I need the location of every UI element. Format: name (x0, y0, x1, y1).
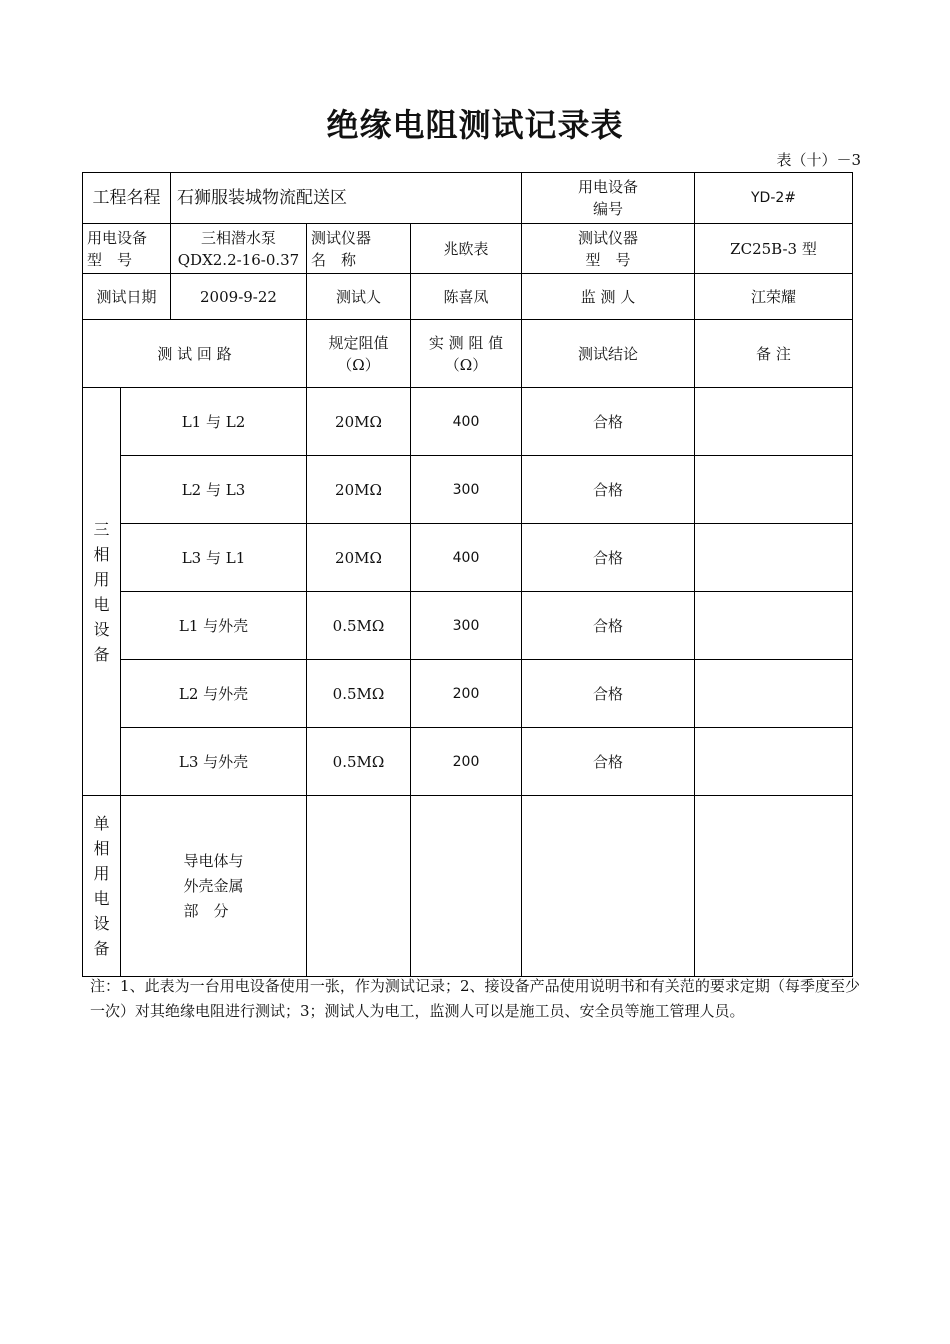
instr-model-label (522, 224, 695, 274)
tester-label: 测试人 (307, 274, 411, 320)
single-phase-char: 备 (93, 939, 110, 958)
col-spec-line1: 规定阻值 (328, 333, 389, 352)
row-spec: 20MΩ (307, 456, 411, 524)
record-table (82, 172, 853, 977)
row-measured: 400 (411, 388, 522, 456)
date-label: 测试日期 (83, 274, 171, 320)
row-result: 合格 (522, 660, 695, 728)
row-spec: 20MΩ (307, 524, 411, 592)
footnote: 注：1、此表为一台用电设备使用一张，作为测试记录；2、接设备产品使用说明书和有关范的要求定期（每季度至少一次）对其绝缘电阻进行测试；3；测试人为电工，监测人可以是施工员、安全员等施工管理人员。 (90, 977, 860, 1020)
row-measured: 300 (411, 592, 522, 660)
single-phase-circuit (121, 796, 307, 977)
table-row (83, 660, 853, 728)
table-row (83, 592, 853, 660)
three-phase-char: 设 (93, 619, 110, 639)
single-phase-circuit-line3: 部 分 (183, 901, 229, 920)
project-value: 石狮服装城物流配送区 (171, 173, 522, 224)
row-remark (695, 660, 853, 728)
single-phase-char: 用 (93, 864, 110, 883)
row-circuit: L1 与 L2 (121, 388, 307, 456)
instr-name-label-line1: 测试仪器 (311, 228, 372, 247)
date-value: 2009-9-22 (171, 274, 307, 320)
single-phase-measured (411, 796, 522, 977)
row-remark (695, 592, 853, 660)
row-circuit: L3 与 L1 (121, 524, 307, 592)
equip-no-label-line2: 编号 (593, 200, 624, 218)
row-spec: 0.5MΩ (307, 660, 411, 728)
three-phase-char: 相 (93, 544, 110, 564)
row-measured: 200 (411, 728, 522, 796)
row-measured: 300 (411, 456, 522, 524)
monitor-label: 监 测 人 (522, 274, 695, 320)
table-row (83, 456, 853, 524)
three-phase-label (83, 388, 121, 796)
col-result: 测试结论 (522, 320, 695, 388)
model-label-line1: 用电设备 (87, 228, 148, 247)
col-spec-line2: （Ω） (337, 355, 380, 374)
row-result: 合格 (522, 524, 695, 592)
equip-no-value: YD-2# (695, 173, 853, 224)
three-phase-char: 备 (93, 644, 110, 664)
row-circuit: L3 与外壳 (121, 728, 307, 796)
model-value (171, 224, 307, 274)
row-remark (695, 456, 853, 524)
row-measured: 400 (411, 524, 522, 592)
row-result: 合格 (522, 728, 695, 796)
page-title: 绝缘电阻测试记录表 (326, 106, 624, 144)
single-phase-circuit-line2: 外壳金属 (183, 876, 244, 895)
form-number: 表（十）－3 (776, 151, 861, 169)
single-phase-remark (695, 796, 853, 977)
row-circuit: L2 与外壳 (121, 660, 307, 728)
row-spec: 0.5MΩ (307, 592, 411, 660)
instr-name-label (307, 224, 411, 274)
row-circuit: L2 与 L3 (121, 456, 307, 524)
single-phase-char: 电 (93, 889, 110, 908)
equip-no-label (522, 173, 695, 224)
single-phase-spec (307, 796, 411, 977)
table-row (83, 728, 853, 796)
col-measured-line2: （Ω） (444, 355, 488, 374)
row-remark (695, 524, 853, 592)
table-row (83, 796, 853, 977)
project-label: 工程名程 (83, 173, 171, 224)
row-remark (695, 728, 853, 796)
col-remark: 备 注 (695, 320, 853, 388)
row-result: 合格 (522, 592, 695, 660)
row-spec: 20MΩ (307, 388, 411, 456)
single-phase-char: 设 (93, 914, 110, 933)
col-measured-line1: 实 测 阻 值 (428, 333, 504, 352)
monitor-value: 江荣耀 (695, 274, 853, 320)
single-phase-char: 单 (93, 814, 110, 833)
model-label-line2: 型 号 (87, 250, 133, 269)
row-result: 合格 (522, 388, 695, 456)
three-phase-char: 三 (93, 519, 110, 539)
model-value-line2: QDX2.2-16-0.37 (177, 250, 300, 269)
col-measured (411, 320, 522, 388)
row-circuit: L1 与外壳 (121, 592, 307, 660)
instr-name-value: 兆欧表 (411, 224, 522, 274)
row-remark (695, 388, 853, 456)
single-phase-char: 相 (93, 839, 110, 858)
col-spec (307, 320, 411, 388)
col-circuit: 测 试 回 路 (83, 320, 307, 388)
model-label (83, 224, 171, 274)
model-value-line1: 三相潜水泵 (200, 228, 276, 247)
tester-value: 陈喜凤 (411, 274, 522, 320)
table-row (83, 524, 853, 592)
three-phase-char: 用 (93, 569, 110, 589)
three-phase-char: 电 (93, 594, 110, 614)
row-measured: 200 (411, 660, 522, 728)
instr-model-value: ZC25B-3 型 (695, 224, 853, 274)
instr-model-label-line1: 测试仪器 (578, 228, 639, 247)
row-spec: 0.5MΩ (307, 728, 411, 796)
single-phase-circuit-line1: 导电体与 (183, 851, 244, 870)
equip-no-label-line1: 用电设备 (578, 178, 639, 196)
single-phase-result (522, 796, 695, 977)
instr-name-label-line2: 名 称 (311, 250, 357, 269)
single-phase-label (83, 796, 121, 977)
instr-model-label-line2: 型 号 (585, 250, 631, 269)
row-result: 合格 (522, 456, 695, 524)
table-row (83, 388, 853, 456)
